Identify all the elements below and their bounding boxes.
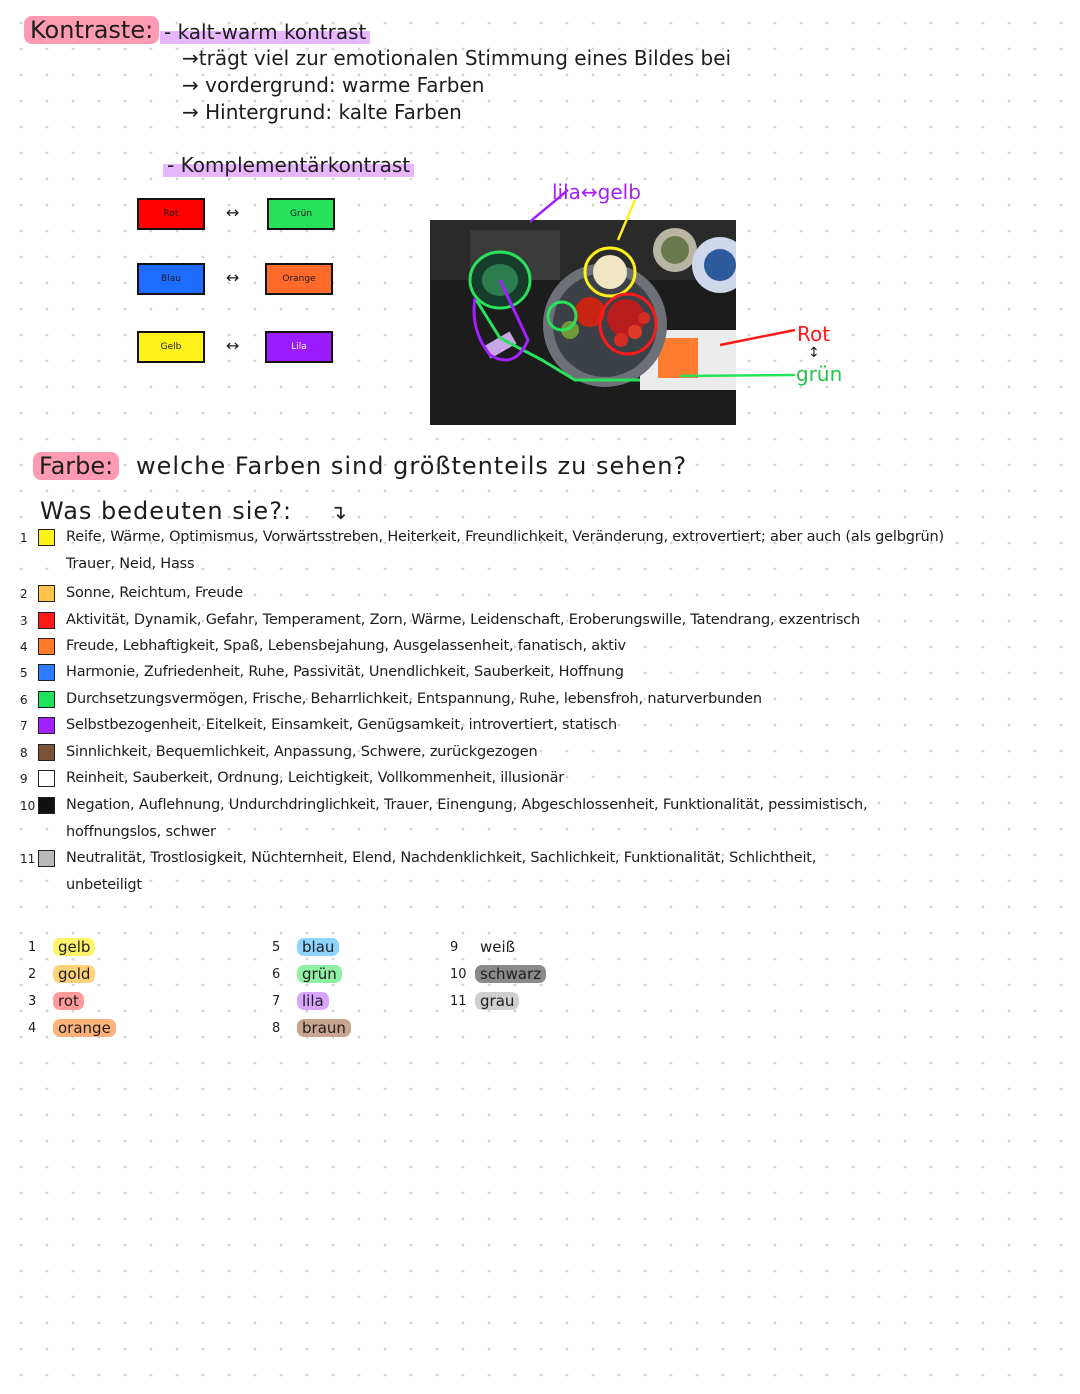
kalt-warm-line-3: → Hintergrund: kalte Farben <box>182 100 462 124</box>
meaning-text-continued: hoffnungslos, schwer <box>66 824 216 840</box>
legend-item <box>53 1019 116 1037</box>
legend-number: 1 <box>28 940 37 955</box>
legend-number: 7 <box>272 994 281 1009</box>
meaning-number: 6 <box>20 693 28 707</box>
legend-item <box>475 938 520 956</box>
meaning-text: Freude, Lebhaftigkeit, Spaß, Lebensbejahung, Ausgelassenheit, fanatisch, aktiv <box>66 638 626 654</box>
meaning-text: Durchsetzungsvermögen, Frische, Beharrlichkeit, Entspannung, Ruhe, lebensfroh, naturverbunden <box>66 691 762 707</box>
meaning-number: 8 <box>20 746 28 760</box>
legend-number: 9 <box>450 940 459 955</box>
annotation-lila-gelb: lila↔gelb <box>552 180 641 204</box>
meaning-number: 7 <box>20 719 28 733</box>
color-box-rot: Rot <box>137 198 205 230</box>
meaning-text: Sonne, Reichtum, Freude <box>66 585 243 601</box>
meaning-text-continued: Trauer, Neid, Hass <box>66 556 195 572</box>
meaning-number: 1 <box>20 531 28 545</box>
legend-item <box>53 992 84 1010</box>
meaning-number: 10 <box>20 799 36 813</box>
color-swatch <box>38 744 55 761</box>
color-swatch <box>38 612 55 629</box>
double-arrow-icon: ↔ <box>226 203 240 222</box>
legend-number: 8 <box>272 1021 281 1036</box>
legend-item <box>475 965 546 983</box>
meaning-number: 4 <box>20 640 28 654</box>
color-swatch <box>38 664 55 681</box>
down-arrow-icon: ↴ <box>330 500 347 524</box>
legend-label: lila <box>297 992 329 1010</box>
color-swatch <box>38 691 55 708</box>
farbe-question-1: welche Farben sind größtenteils zu sehen? <box>136 452 688 480</box>
meaning-number: 2 <box>20 587 28 601</box>
color-box-lila: Lila <box>265 331 333 363</box>
legend-label: blau <box>297 938 339 956</box>
legend-label: grün <box>297 965 342 983</box>
annotation-rot: Rot <box>797 322 831 346</box>
color-swatch <box>38 585 55 602</box>
meaning-number: 9 <box>20 772 28 786</box>
color-swatch <box>38 770 55 787</box>
meaning-text: Sinnlichkeit, Bequemlichkeit, Anpassung, Schwere, zurückgezogen <box>66 744 538 760</box>
color-swatch <box>38 797 55 814</box>
color-box-orange: Orange <box>265 263 333 295</box>
legend-item <box>297 965 342 983</box>
legend-number: 2 <box>28 967 37 982</box>
legend-item <box>297 992 329 1010</box>
double-arrow-icon: ↔ <box>226 336 240 355</box>
color-box-gruen: Grün <box>267 198 335 230</box>
meaning-text: Reinheit, Sauberkeit, Ordnung, Leichtigkeit, Vollkommenheit, illusionär <box>66 770 565 786</box>
color-swatch <box>38 850 55 867</box>
meaning-number: 3 <box>20 614 28 628</box>
meaning-number: 5 <box>20 666 28 680</box>
legend-item <box>475 992 519 1010</box>
meaning-text: Harmonie, Zufriedenheit, Ruhe, Passivität, Unendlichkeit, Sauberkeit, Hoffnung <box>66 664 624 680</box>
meaning-text: Reife, Wärme, Optimismus, Vorwärtsstreben, Heiterkeit, Freundlichkeit, Veränderung, extrovertiert; aber auch (als gelbgrün) <box>66 529 944 545</box>
kalt-warm-line-2: → vordergrund: warme Farben <box>182 73 485 97</box>
meaning-text: Selbstbezogenheit, Eitelkeit, Einsamkeit, Genügsamkeit, introvertiert, statisch <box>66 717 617 733</box>
legend-number: 6 <box>272 967 281 982</box>
legend-item <box>297 938 339 956</box>
legend-label: gold <box>53 965 95 983</box>
legend-number: 4 <box>28 1021 37 1036</box>
color-swatch <box>38 529 55 546</box>
color-box-blau: Blau <box>137 263 205 295</box>
legend-label: gelb <box>53 938 95 956</box>
legend-label: grau <box>475 992 519 1010</box>
legend-label: orange <box>53 1019 116 1037</box>
legend-label: schwarz <box>475 965 546 983</box>
color-box-gelb: Gelb <box>137 331 205 363</box>
legend-item <box>53 965 95 983</box>
legend-label: weiß <box>475 938 520 956</box>
meaning-text: Aktivität, Dynamik, Gefahr, Temperament, Zorn, Wärme, Leidenschaft, Eroberungswille, Tatendrang, exzentrisch <box>66 612 860 628</box>
kalt-warm-line-1: →trägt viel zur emotionalen Stimmung eines Bildes bei <box>182 46 732 70</box>
meaning-text-continued: unbeteiligt <box>66 877 142 893</box>
contrasts-heading: Kontraste: <box>24 16 159 44</box>
color-swatch <box>38 638 55 655</box>
double-arrow-icon: ↔ <box>226 268 240 287</box>
farbe-question-2: Was bedeuten sie?: <box>40 497 293 525</box>
legend-number: 10 <box>450 967 467 982</box>
annotation-arrow: ↕ <box>808 345 820 361</box>
meaning-number: 11 <box>20 852 36 866</box>
komplementaer-title: - Komplementärkontrast <box>163 153 414 177</box>
legend-label: rot <box>53 992 84 1010</box>
meaning-text: Negation, Auflehnung, Undurchdringlichkeit, Trauer, Einengung, Abgeschlossenheit, Funktionalität, pessimistisch, <box>66 797 868 813</box>
meaning-text: Neutralität, Trostlosigkeit, Nüchternheit, Elend, Nachdenklichkeit, Sachlichkeit, Funktionalität, Schlichtheit, <box>66 850 817 866</box>
legend-item <box>53 938 95 956</box>
legend-item <box>297 1019 351 1037</box>
legend-label: braun <box>297 1019 351 1037</box>
farbe-heading: Farbe: <box>33 452 119 480</box>
color-swatch <box>38 717 55 734</box>
kalt-warm-title: - kalt-warm kontrast <box>160 20 370 44</box>
legend-number: 11 <box>450 994 467 1009</box>
annotation-gruen: grün <box>796 362 843 386</box>
legend-number: 3 <box>28 994 37 1009</box>
legend-number: 5 <box>272 940 281 955</box>
